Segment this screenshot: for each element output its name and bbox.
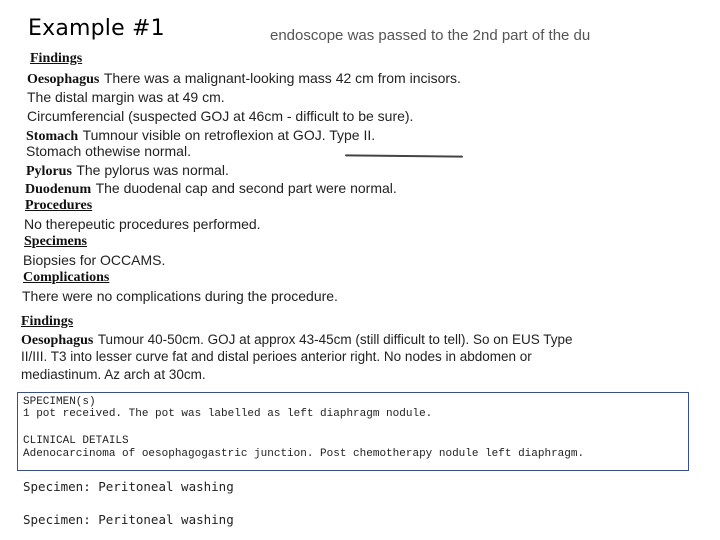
specimens-text: Biopsies for OCCAMS. <box>23 252 166 268</box>
complications-heading: Complications <box>23 270 110 285</box>
report2-line-1-text: Tumour 40-50cm. GOJ at approx 43-45cm (still difficult to tell). So on EUS Type <box>97 332 573 347</box>
duodenum-label: Duodenum <box>25 182 92 197</box>
specimen-heading: SPECIMEN(s) <box>23 396 96 408</box>
report2-line-1 <box>21 331 573 349</box>
oesophagus-row <box>27 70 461 88</box>
oesophagus-line-3: Circumferencial (suspected GOJ at 46cm - difficult to be sure). <box>27 108 414 124</box>
complications-text: There were no complications during the procedure. <box>22 288 338 304</box>
specimen-text: 1 pot received. The pot was labelled as left diaphragm nodule. <box>23 408 433 420</box>
duodenum-row <box>25 180 397 198</box>
pylorus-row <box>26 162 229 180</box>
pylorus-text: The pylorus was normal. <box>76 162 229 178</box>
findings-heading-2: Findings <box>21 314 74 329</box>
oesophagus-line-2: The distal margin was at 49 cm. <box>27 89 225 105</box>
oesophagus-label: Oesophagus <box>27 72 100 87</box>
slide-title: Example #1 <box>28 16 165 41</box>
specimens-heading: Specimens <box>24 234 87 249</box>
oesophagus-label-2: Oesophagus <box>21 333 94 348</box>
stomach-line-2: Stomach othewise normal. <box>26 143 191 159</box>
report2-line-3: mediastinum. Az arch at 30cm. <box>21 367 206 382</box>
procedures-text: No therepeutic procedures performed. <box>24 216 261 232</box>
specimen-line-1: Specimen: Peritoneal washing <box>23 479 234 494</box>
cropped-text-fragment: endoscope was passed to the 2nd part of the du <box>270 27 591 44</box>
handwritten-underline <box>345 154 463 157</box>
stomach-label: Stomach <box>26 129 79 144</box>
findings-heading: Findings <box>30 51 83 66</box>
pylorus-label: Pylorus <box>26 164 72 179</box>
clinical-details-heading: CLINICAL DETAILS <box>23 435 129 447</box>
report2-line-2: II/III. T3 into lesser curve fat and distal perioes anterior right. No nodes in abdomen or <box>21 349 532 364</box>
duodenum-text: The duodenal cap and second part were normal. <box>95 180 397 196</box>
oesophagus-text: There was a malignant-looking mass 42 cm from incisors. <box>103 70 461 86</box>
stomach-text: Tumnour visible on retroflexion at GOJ. Type II. <box>82 127 376 143</box>
clinical-details-text: Adenocarcinoma of oesophagogastric junction. Post chemotherapy nodule left diaphragm. <box>23 448 585 460</box>
specimen-line-2: Specimen: Peritoneal washing <box>23 512 234 527</box>
procedures-heading: Procedures <box>25 198 93 213</box>
